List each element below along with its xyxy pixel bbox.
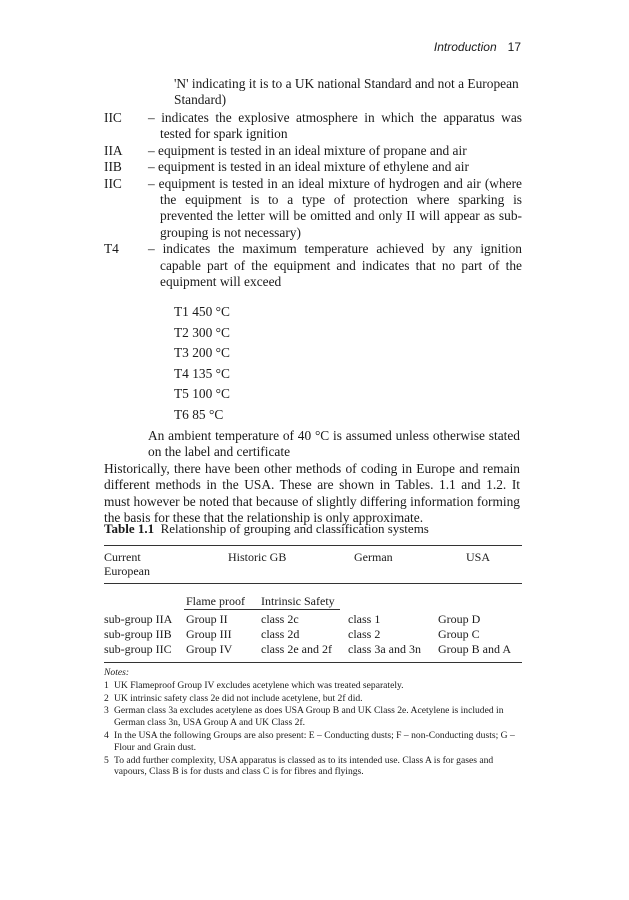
cell-current: sub-group IIB: [104, 627, 172, 641]
definition-item: [104, 143, 522, 159]
cell-intrinsic: class 2e and 2f: [261, 642, 332, 656]
cell-usa: Group D: [438, 612, 481, 626]
cell-usa: Group B and A: [438, 642, 511, 656]
temperature-class: T6 85 °C: [174, 406, 224, 422]
note-item: [104, 680, 522, 692]
cell-intrinsic: class 2d: [261, 627, 300, 641]
note-text: German class 3a excludes acetylene as does USA Group B and UK Class 2e. Acetylene is included in German class 3n, USA Group A and UK Class 2f.: [114, 705, 504, 729]
table-header-rule: [104, 583, 522, 584]
table-notes: [104, 667, 522, 778]
table-top-rule: [104, 545, 522, 546]
note-text: In the USA the following Groups are also present: E – Conducting dusts; F – non-Conducting dusts; G – Flour and Grain dust.: [114, 729, 515, 753]
subheader-flame-proof: Flame proof: [186, 594, 245, 608]
table-subheader-rule: [184, 609, 340, 610]
header-usa: USA: [466, 550, 491, 564]
table-caption-text: Relationship of grouping and classification systems: [160, 521, 429, 536]
continuation-text: 'N' indicating it is to a UK national Standard and not a European Standard): [174, 76, 519, 108]
header-european: European: [104, 564, 150, 578]
note-item: [104, 755, 522, 779]
definition-text: – equipment is tested in an ideal mixture of hydrogen and air (where the equipment is to a type of protection where sparking is prevented the letter will be omitted and only II will appear as sub-grouping is not necessary): [148, 175, 522, 240]
definition-item: [104, 159, 522, 175]
page-number: 17: [507, 40, 521, 54]
definition-text: – indicates the maximum temperature achieved by any ignition capable part of the equipment and indicates that no part of the equipment will exceed: [148, 241, 522, 290]
definition-text: – indicates the explosive atmosphere in which the apparatus was tested for spark ignition: [148, 110, 522, 142]
note-text: UK intrinsic safety class 2e did not include acetylene, but 2f did.: [114, 692, 363, 704]
chapter-title: Introduction: [433, 40, 497, 54]
cell-intrinsic: class 2c: [261, 612, 299, 626]
note-number: 1: [104, 679, 109, 691]
notes-label: Notes:: [104, 667, 130, 678]
subheader-intrinsic-safety: Intrinsic Safety: [261, 594, 335, 608]
note-item: [104, 730, 522, 754]
header-german: German: [354, 550, 393, 564]
temperature-class: T5 100 °C: [174, 386, 230, 402]
definition-item: [104, 241, 522, 290]
temperature-class: T2 300 °C: [174, 324, 230, 340]
cell-flame-proof: Group III: [186, 627, 232, 641]
note-item: [104, 693, 522, 705]
note-text: To add further complexity, USA apparatus is classed as to its intended use. Class A is for gases and vapours, Class B is for dusts and class C is for fibres and flyings.: [114, 754, 494, 778]
note-number: 5: [104, 754, 109, 766]
note-text: UK Flameproof Group IV excludes acetylene which was treated separately.: [114, 679, 404, 691]
temperature-classes: [174, 304, 230, 428]
temperature-class: T1 450 °C: [174, 304, 230, 319]
table-bottom-rule: [104, 662, 522, 663]
temperature-class: T3 200 °C: [174, 345, 230, 361]
definition-code: IIB: [104, 159, 122, 175]
ambient-note: An ambient temperature of 40 °C is assumed unless otherwise stated on the label and certificate: [148, 428, 520, 460]
note-number: 2: [104, 692, 109, 704]
definition-code: IIC: [104, 175, 122, 191]
definition-code: IIA: [104, 142, 123, 158]
temperature-class: T4 135 °C: [174, 365, 230, 381]
note-number: 4: [104, 729, 109, 741]
definition-item: [104, 110, 522, 143]
header-historic-gb: Historic GB: [228, 550, 287, 564]
note-item: [104, 705, 522, 729]
cell-current: sub-group IIA: [104, 612, 173, 626]
definition-list: [104, 110, 522, 290]
cell-flame-proof: Group IV: [186, 642, 233, 656]
cell-german: class 3a and 3n: [348, 642, 421, 656]
cell-flame-proof: Group II: [186, 612, 228, 626]
cell-usa: Group C: [438, 627, 480, 641]
definition-text: – equipment is tested in an ideal mixture of propane and air: [148, 142, 467, 158]
table-label: Table 1.1: [104, 521, 155, 536]
cell-german: class 1: [348, 612, 381, 626]
definition-code: IIC: [104, 110, 122, 125]
note-number: 3: [104, 705, 109, 717]
table-caption: [104, 521, 429, 537]
running-header: [434, 40, 521, 55]
header-current: Current: [104, 550, 141, 564]
cell-german: class 2: [348, 627, 381, 641]
definition-item: [104, 176, 522, 242]
definition-code: T4: [104, 241, 119, 257]
historical-paragraph: Historically, there have been other methods of coding in Europe and remain different methods in the USA. These are shown in Tables. 1.1 and 1.2. It must however be noted that because of slightly differing information forming the basis for these that the relationship is only approximate.: [104, 461, 520, 526]
cell-current: sub-group IIC: [104, 642, 172, 656]
definition-text: – equipment is tested in an ideal mixture of ethylene and air: [148, 159, 469, 175]
